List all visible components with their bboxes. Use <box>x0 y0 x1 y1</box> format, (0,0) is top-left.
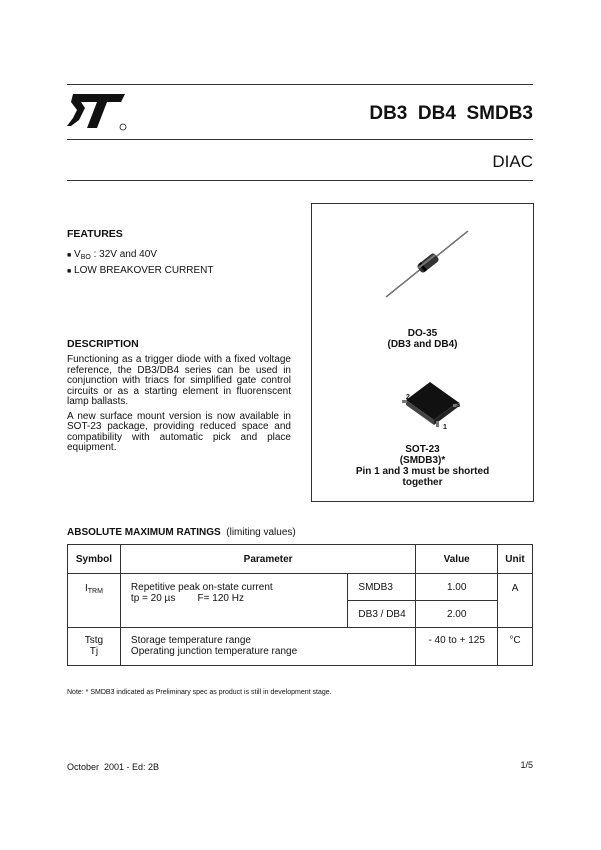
col-header-symbol: Symbol <box>68 545 121 574</box>
ratings-heading: ABSOLUTE MAXIMUM RATINGS <box>67 527 221 538</box>
param-line: tp = 20 µs F= 120 Hz <box>130 593 244 604</box>
param-line: Repetitive peak on-state current <box>130 582 273 593</box>
ratings-heading-note: (limiting values) <box>226 527 296 538</box>
cell-value-db3db4: 2.00 <box>416 601 498 628</box>
sot23-pin-3: 3 <box>456 402 460 409</box>
preliminary-note: Note: * SMDB3 indicated as Preliminary spec as product is still in development stage. <box>67 689 332 696</box>
do35-name: DO-35 <box>407 328 438 339</box>
cell-param-temp: Storage temperature range Operating junction temperature range <box>120 628 415 666</box>
cell-device-db3db4: DB3 / DB4 <box>348 601 416 628</box>
description-paragraph-2: A new surface mount version is now available in SOT-23 package, providing reduced space and compatibility with automatic pick and place equipment. <box>67 410 291 453</box>
description-body <box>67 355 291 458</box>
document-subtitle: DIAC <box>492 152 533 171</box>
ratings-heading-line <box>67 527 296 538</box>
col-header-unit: Unit <box>498 545 533 574</box>
footer-date: October 2001 - Ed: 2B <box>67 762 160 772</box>
sot23-note-line2: together <box>402 477 443 488</box>
cell-symbol-temp: Tstg Tj <box>68 628 121 666</box>
cell-value-temp: - 40 to + 125 <box>416 628 498 666</box>
sot23-name: SOT-23 <box>405 444 440 455</box>
features-list <box>67 248 213 278</box>
st-logo-icon <box>67 92 129 132</box>
features-heading: FEATURES <box>67 228 123 240</box>
header-rule-middle <box>67 139 533 140</box>
header-rule-bottom <box>67 180 533 181</box>
cell-device-smdb3: SMDB3 <box>348 574 416 601</box>
sot23-variant: (SMDB3)* <box>399 455 446 466</box>
bullet-icon: ■ <box>67 268 72 275</box>
do35-variants: (DB3 and DB4) <box>387 339 458 350</box>
description-heading: DESCRIPTION <box>67 338 139 350</box>
header-rule-top <box>67 84 533 85</box>
footer-page: 1/5 <box>520 760 533 770</box>
sot23-pin-2: 2 <box>406 394 410 401</box>
bullet-icon: ■ <box>67 252 72 259</box>
ratings-table <box>67 544 533 666</box>
col-header-parameter: Parameter <box>120 545 415 574</box>
table-header-row <box>68 545 533 574</box>
table-row <box>68 628 533 666</box>
cell-value-smdb3: 1.00 <box>416 574 498 601</box>
document-title: DB3 DB4 SMDB3 <box>369 103 533 124</box>
sot23-pin-1: 1 <box>443 424 447 431</box>
st-logo <box>67 92 129 132</box>
col-header-value: Value <box>416 545 498 574</box>
cell-symbol-itrm: $I_{TRM}$ <box>68 574 121 628</box>
cell-param-itrm <box>120 574 348 628</box>
feature-item-breakover: ■ LOW BREAKOVER CURRENT <box>67 265 214 276</box>
do35-package-icon <box>382 228 472 300</box>
sot23-note-line1: Pin 1 and 3 must be shorted <box>355 466 490 477</box>
cell-unit-itrm: A <box>498 574 533 628</box>
description-paragraph-1: Functioning as a trigger diode with a fixed voltage reference, the DB3/DB4 series can be used in conjunction with triacs for simplified gate control circuits or as a starting element in fluorenscent lamp ballasts. <box>67 354 291 407</box>
cell-unit-temp: °C <box>498 628 533 666</box>
package-box <box>311 203 534 502</box>
table-row <box>68 574 533 601</box>
feature-item-vbo: ■ $V_{BO}$ : 32V and 40V <box>67 249 157 261</box>
